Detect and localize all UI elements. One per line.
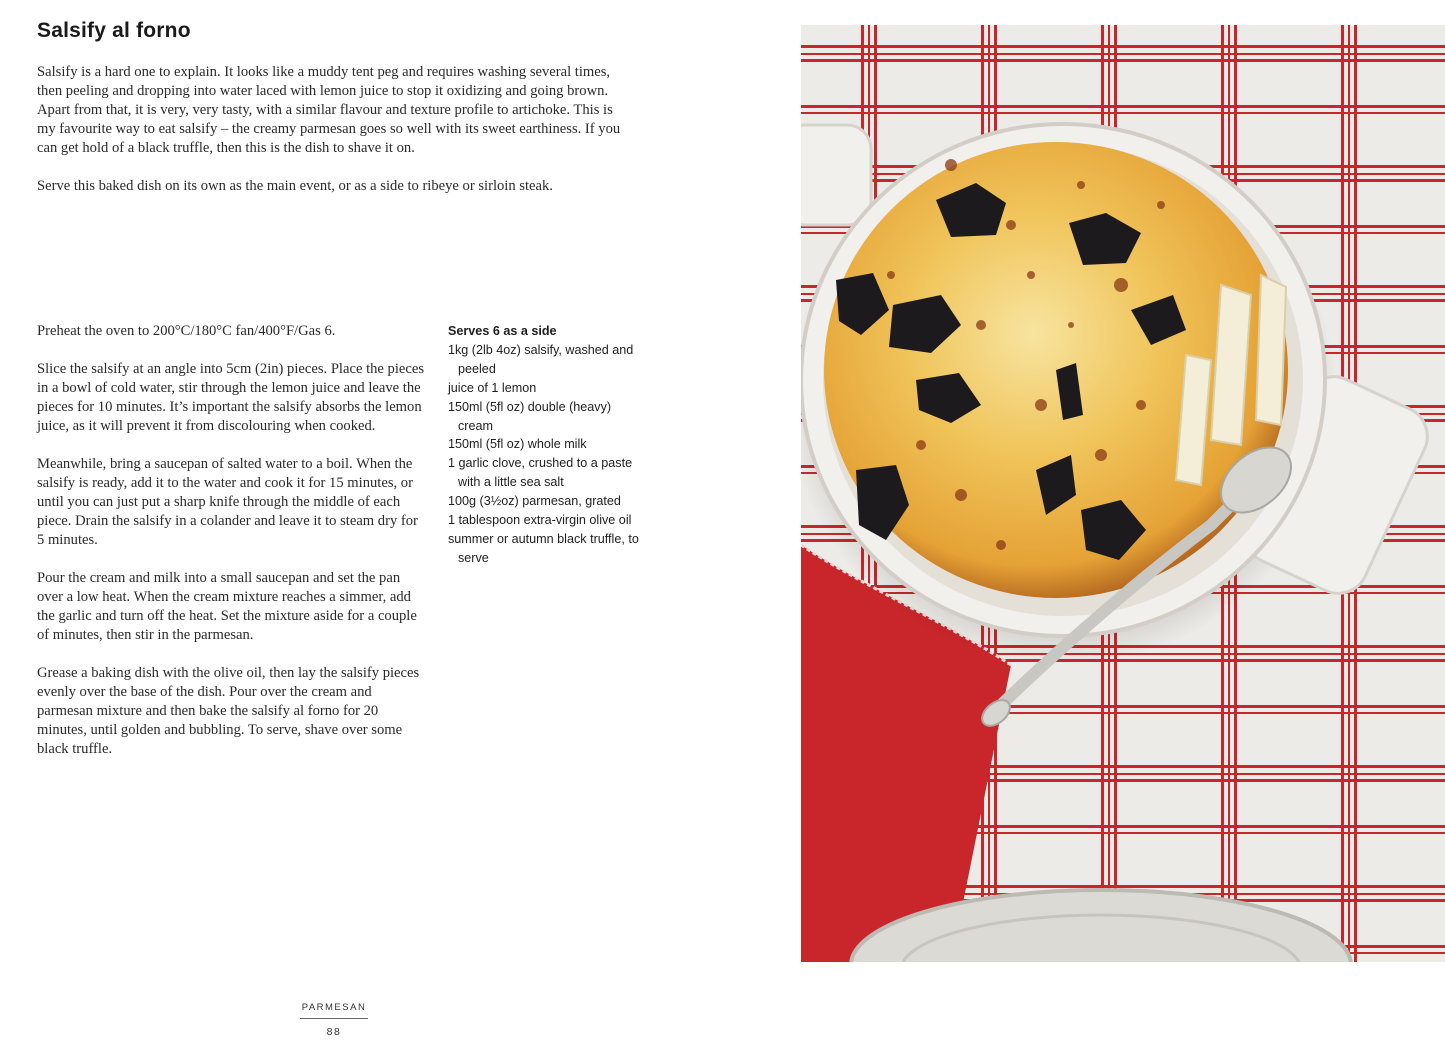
method-step: Grease a baking dish with the olive oil, then lay the salsify pieces evenly over the base of the dish. Pour over the cream and parmesan mixture and then bake the salsify al forno for 20 minutes, until golden and bubbling. To serve, shave over some black truffle. [37,665,420,757]
dish-photo [801,25,1445,962]
ingredient-item: 100g (3½oz) parmesan, grated [448,494,621,509]
ingredient-list [448,341,648,568]
method-steps [37,322,427,778]
intro-paragraph: Salsify is a hard one to explain. It looks like a muddy tent peg and requires washing several times, then peeling and dropping into water laced with lemon juice to stop it oxidizing and going brown. Apart from that, it is very, very tasty, with a similar flavour and texture profile to artichoke. This is my favourite way to eat salsify – the creamy parmesan goes so well with its sweet earthiness. If you can get hold of a black truffle, then this is the dish to shave it on. [37,64,621,156]
method-step: Pour the cream and milk into a small saucepan and set the pan over a low heat. When the cream mixture reaches a simmer, add the garlic and turn off the heat. Set the mixture aside for a couple of minutes, then stir in the parmesan. [37,570,417,643]
ingredient-item: 1 tablespoon extra-virgin olive oil [448,513,632,528]
section-name: PARMESAN [300,1002,368,1019]
ingredient-item: 150ml (5fl oz) whole milk [448,437,587,452]
intro-paragraph: Serve this baked dish on its own as the main event, or as a side to ribeye or sirloin steak. [37,178,553,194]
method-step: Preheat the oven to 200°C/180°C fan/400°F/Gas 6. [37,323,336,339]
method-step: Meanwhile, bring a saucepan of salted water to a boil. When the salsify is ready, add it to the water and cook it for 15 minutes, or until you can just put a sharp knife through the middle of each piece. Drain the salsify in a colander and leave it to steam dry for 5 minutes. [37,456,418,548]
serves-label: Serves 6 as a side [448,324,557,338]
ingredients-panel [448,322,648,568]
ingredient-item: summer or autumn black truffle, to serve [448,531,639,565]
dish-handle-left [801,125,871,225]
ingredient-item: 1kg (2lb 4oz) salsify, washed and peeled [448,342,634,376]
recipe-title: Salsify al forno [37,19,191,42]
ingredient-item: 150ml (5fl oz) double (heavy) cream [448,399,612,433]
method-step: Slice the salsify at an angle into 5cm (2in) pieces. Place the pieces in a bowl of cold water, stir through the lemon juice and leave the pieces for 10 minutes. It’s important the salsify absorbs the lemon juice, as it will prevent it from discolouring when cooked. [37,361,425,434]
page-number: 88 [326,1026,342,1038]
ingredient-item: 1 garlic clove, crushed to a paste with a little sea salt [448,456,633,490]
page-footer [300,1002,368,1038]
recipe-intro [37,63,632,215]
ingredient-item: juice of 1 lemon [448,380,537,395]
